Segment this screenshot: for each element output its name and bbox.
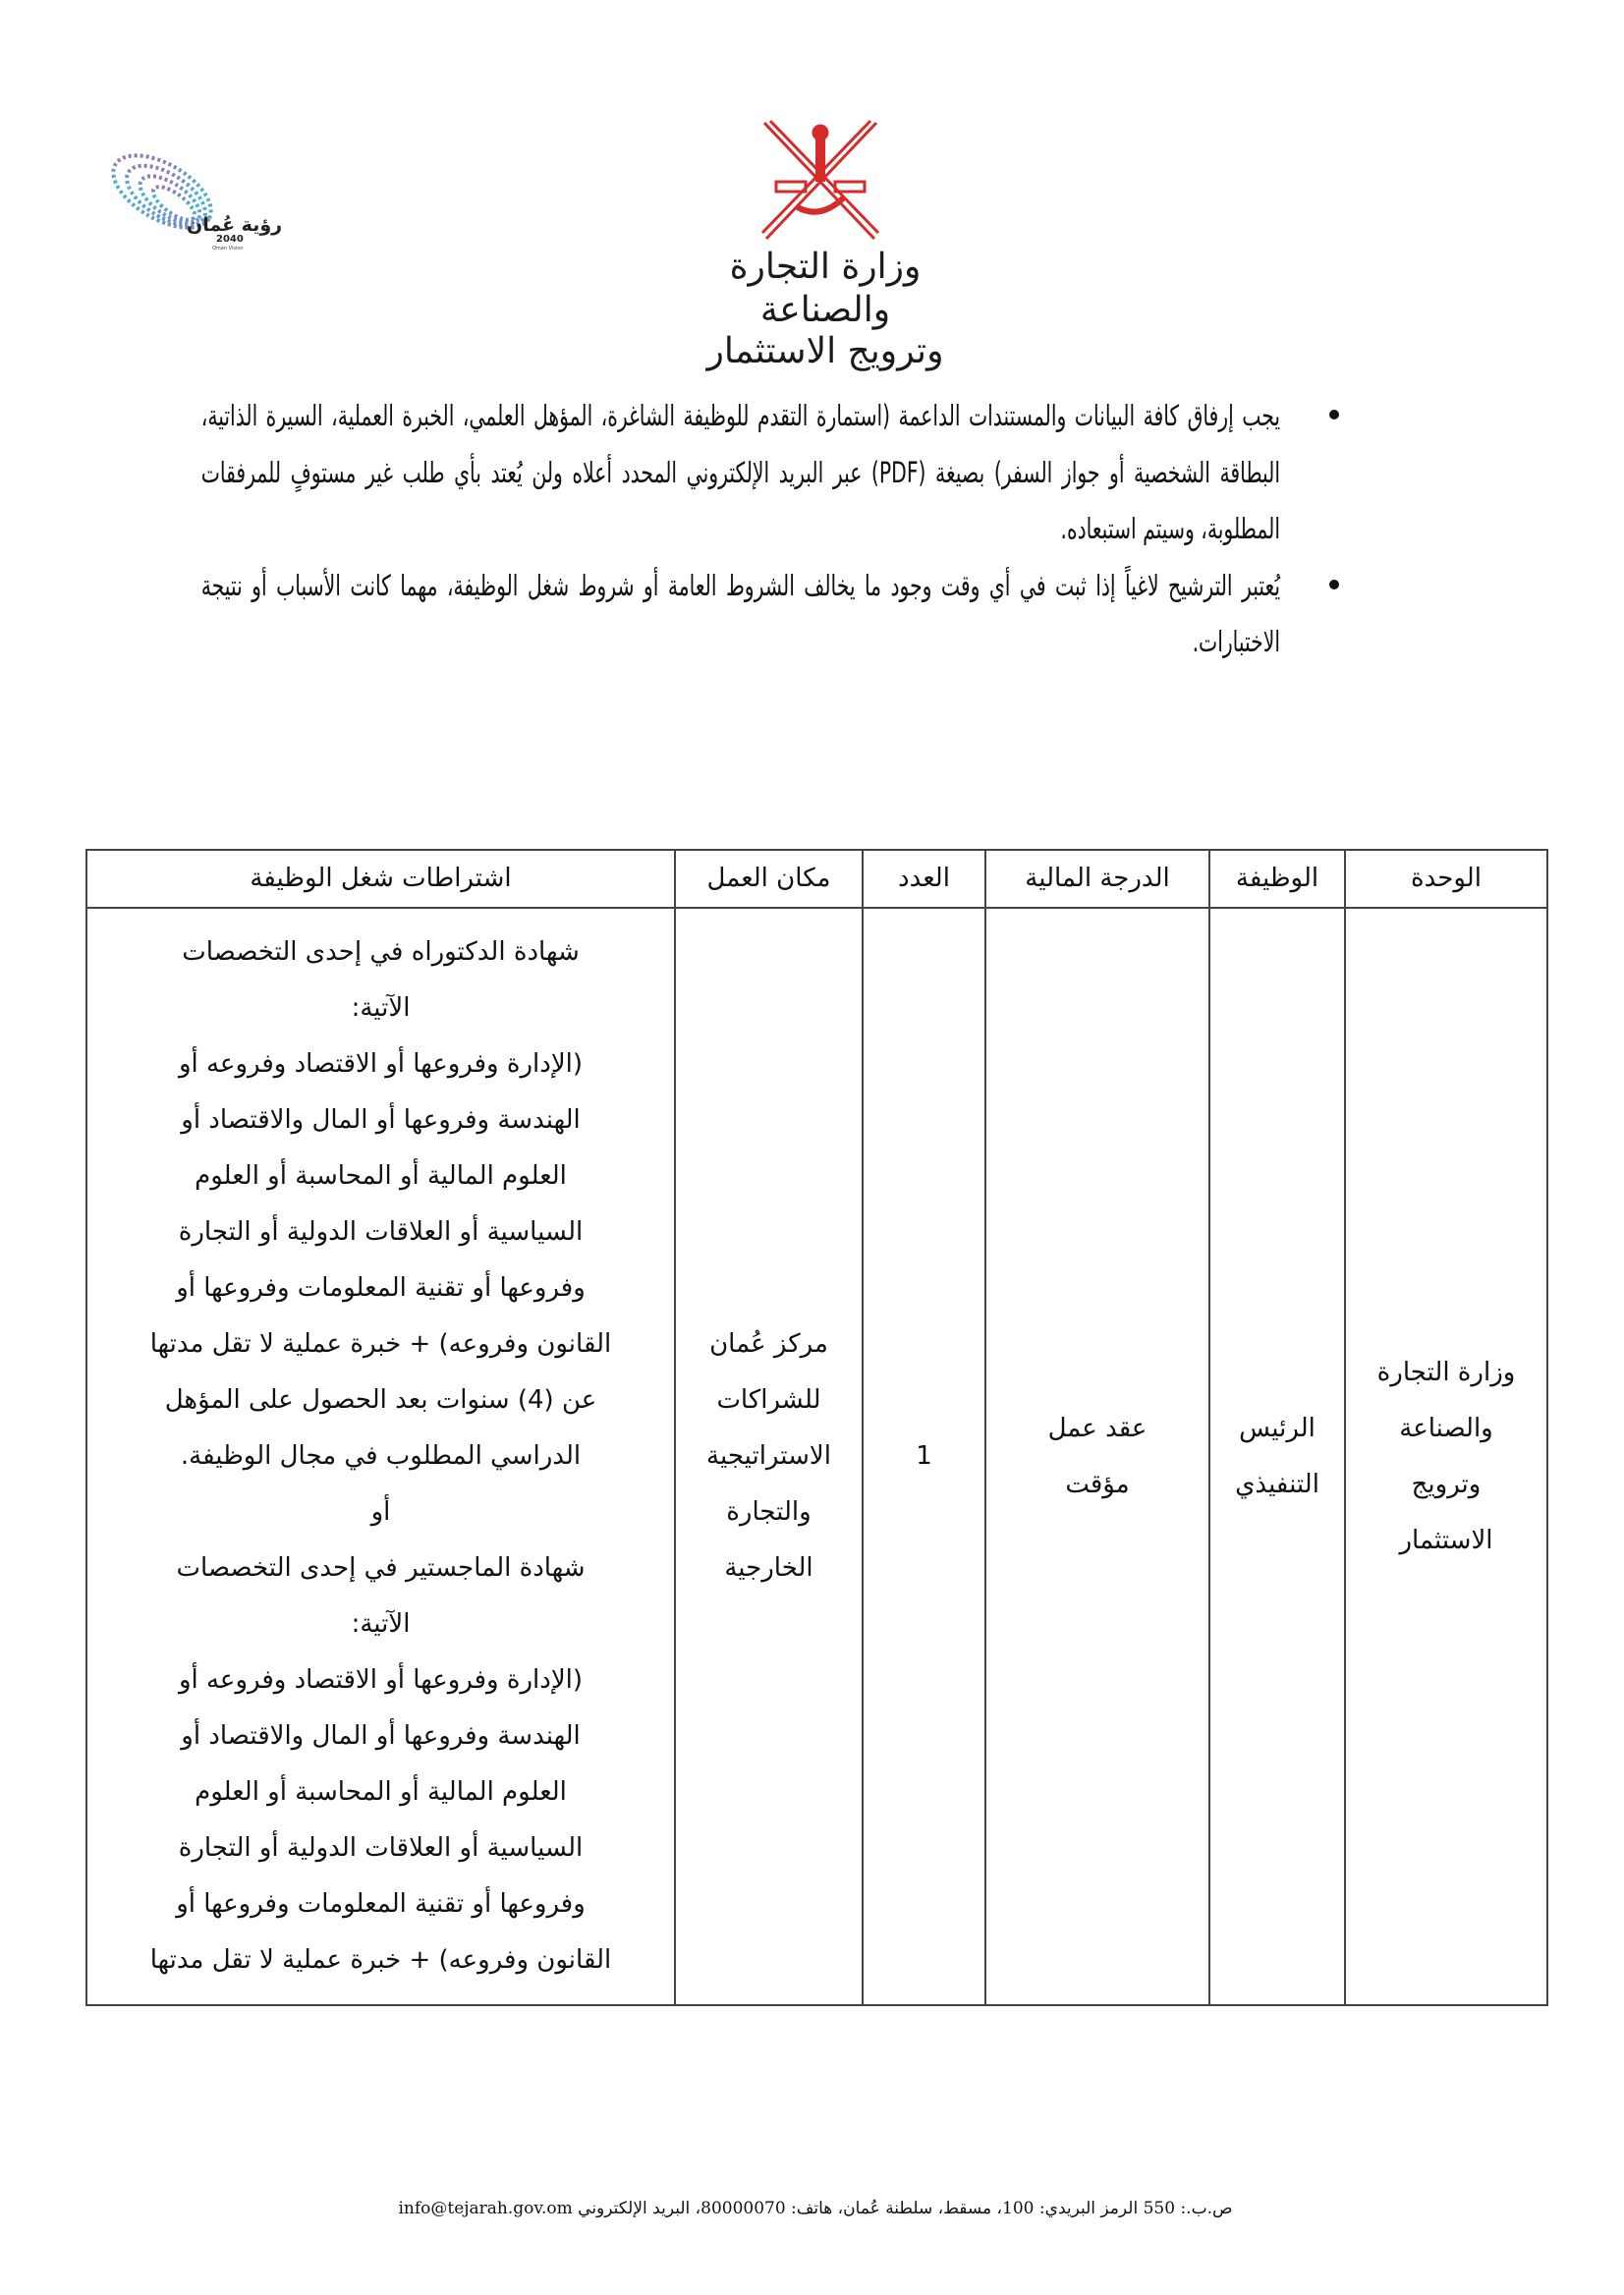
cell-financial-grade bbox=[985, 908, 1209, 2005]
cell-line: الآتية: bbox=[351, 993, 411, 1023]
note-text: يُعتبر الترشيح لاغياً إذا ثبت في أي وقت وجود ما يخالف الشروط العامة أو شروط شغل الوظيفة، مهما كانت الأسباب أو نتيجة الاختبارات. bbox=[200, 568, 1280, 658]
cell-line: مؤقت bbox=[1065, 1469, 1130, 1499]
table-header-row bbox=[86, 850, 1547, 908]
jobs-table bbox=[85, 849, 1548, 2006]
cell-count: 1 bbox=[863, 908, 985, 2005]
notes-list bbox=[199, 388, 1339, 671]
table-row bbox=[86, 908, 1547, 2005]
cell-requirements bbox=[86, 908, 675, 2005]
cell-line: وزارة التجارة bbox=[1376, 1357, 1516, 1387]
cell-line: العلوم المالية أو المحاسبة أو العلوم bbox=[195, 1777, 567, 1807]
cell-line: الدراسي المطلوب في مجال الوظيفة. bbox=[180, 1441, 582, 1471]
bullet-icon bbox=[1329, 410, 1339, 420]
vision-swirl-icon bbox=[93, 133, 300, 260]
note-item bbox=[199, 388, 1339, 558]
vision-logo-year: 2040 bbox=[216, 234, 244, 245]
cell-line: شهادة الدكتوراه في إحدى التخصصات bbox=[182, 937, 580, 967]
header-workplace: مكان العمل bbox=[675, 850, 863, 908]
header-requirements: اشتراطات شغل الوظيفة bbox=[86, 850, 675, 908]
vision-logo-subtitle: Oman Vision bbox=[212, 246, 244, 252]
cell-line: القانون وفروعه) + خبرة عملية لا تقل مدتها bbox=[149, 1945, 612, 1975]
application-notes bbox=[199, 388, 1339, 671]
cell-line: وفروعها أو تقنية المعلومات وفروعها أو bbox=[176, 1889, 586, 1919]
cell-line: السياسية أو العلاقات الدولية أو التجارة bbox=[178, 1217, 584, 1247]
cell-line: للشراكات bbox=[716, 1385, 821, 1415]
cell-line: وترويج bbox=[1411, 1469, 1482, 1499]
cell-line: شهادة الماجستير في إحدى التخصصات bbox=[176, 1553, 586, 1583]
cell-line: عن (4) سنوات بعد الحصول على المؤهل bbox=[164, 1385, 597, 1415]
cell-line: الاستراتيجية bbox=[706, 1441, 831, 1471]
cell-line: السياسية أو العلاقات الدولية أو التجارة bbox=[178, 1833, 584, 1863]
oman-emblem-icon bbox=[747, 113, 894, 251]
cell-line: أو bbox=[370, 1497, 391, 1527]
header-count: العدد bbox=[863, 850, 985, 908]
cell-line: الهندسة وفروعها أو المال والاقتصاد أو bbox=[181, 1721, 581, 1751]
cell-job-title bbox=[1209, 908, 1345, 2005]
cell-line: (الإدارة وفروعها أو الاقتصاد وفروعه أو bbox=[178, 1665, 584, 1695]
footer-contact: ص.ب.: 550 الرمز البريدي: 100، مسقط، سلطنة عُمان، هاتف: 80000070، البريد الإلكتروني info@tejarah.gov.om bbox=[398, 2199, 1233, 2218]
cell-line: عقد عمل bbox=[1047, 1413, 1148, 1443]
cell-line: مركز عُمان bbox=[709, 1329, 828, 1359]
header-financial-grade: الدرجة المالية bbox=[985, 850, 1209, 908]
cell-line: الهندسة وفروعها أو المال والاقتصاد أو bbox=[181, 1105, 581, 1135]
bullet-icon bbox=[1329, 580, 1339, 589]
cell-line: والتجارة bbox=[726, 1497, 812, 1527]
vision-logo-title: رؤية عُمان bbox=[187, 214, 283, 236]
ministry-name bbox=[678, 246, 973, 371]
cell-line: الاستثمار bbox=[1399, 1525, 1493, 1555]
cell-line: الخارجية bbox=[724, 1553, 813, 1583]
header-job-title: الوظيفة bbox=[1209, 850, 1345, 908]
cell-line: وفروعها أو تقنية المعلومات وفروعها أو bbox=[176, 1273, 586, 1303]
cell-line: القانون وفروعه) + خبرة عملية لا تقل مدتها bbox=[149, 1329, 612, 1359]
cell-line: الآتية: bbox=[351, 1609, 411, 1639]
ministry-name-line2: وترويج الاستثمار bbox=[706, 331, 944, 371]
header-unit: الوحدة bbox=[1345, 850, 1547, 908]
note-text: يجب إرفاق كافة البيانات والمستندات الداعمة (استمارة التقدم للوظيفة الشاغرة، المؤهل العلمي، الخبرة العملية، السيرة الذاتية، البطاقة الشخصية أو جواز السفر) بصيغة (PDF) عبر البريد الإلكتروني المحدد أعلاه ولن يُعتد بأي طلب غير مستوفٍ للمرفقات المطلوبة، وسيتم استبعاده. bbox=[200, 399, 1281, 545]
cell-line: والصناعة bbox=[1399, 1413, 1493, 1443]
note-item bbox=[199, 558, 1339, 671]
cell-workplace bbox=[675, 908, 863, 2005]
cell-line: (الإدارة وفروعها أو الاقتصاد وفروعه أو bbox=[178, 1049, 584, 1079]
ministry-name-line1: وزارة التجارة والصناعة bbox=[729, 247, 922, 330]
cell-line: العلوم المالية أو المحاسبة أو العلوم bbox=[195, 1161, 567, 1191]
cell-line: الرئيس bbox=[1239, 1413, 1316, 1443]
cell-unit bbox=[1345, 908, 1547, 2005]
cell-line: التنفيذي bbox=[1235, 1469, 1319, 1499]
oman-vision-2040-logo bbox=[93, 133, 300, 260]
